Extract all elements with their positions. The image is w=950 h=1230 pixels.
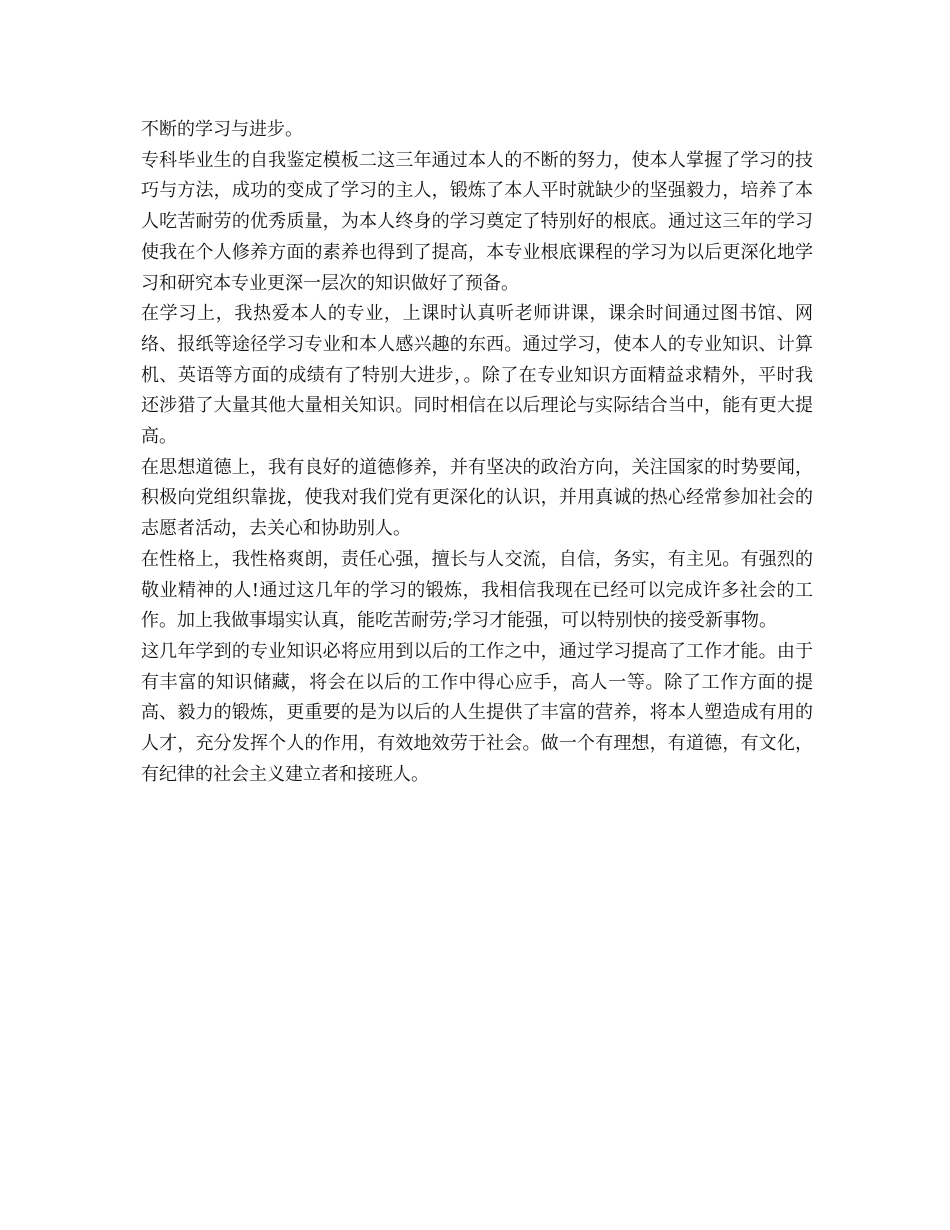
paragraph-4: 在思想道德上，我有良好的道德修养，并有坚决的政治方向，关注国家的时势要闻，积极向党组织靠拢，使我对我们党有更深化的认识，并用真诚的热心经常参加社会的志愿者活动，去关心和协助别人。 [141, 456, 813, 540]
paragraph-2: 专科毕业生的自我鉴定模板二这三年通过本人的不断的努力，使本人掌握了学习的技巧与方法，成功的变成了学习的主人，锻炼了本人平时就缺少的坚强毅力，培养了本人吃苦耐劳的优秀质量，为本人终身的学习奠定了特别好的根底。通过这三年的学习使我在个人修养方面的素养也得到了提高，本专业根底课程的学习为以后更深化地学习和研究本专业更深一层次的知识做好了预备。 [141, 149, 813, 294]
paragraph-1: 不断的学习与进步。 [141, 119, 303, 140]
paragraph-3: 在学习上，我热爱本人的专业，上课时认真听老师讲课，课余时间通过图书馆、网络、报纸等途径学习专业和本人感兴趣的东西。通过学习，使本人的专业知识、计算机、英语等方面的成绩有了特别大进步，。除了在专业知识方面精益求精外，平时我还涉猎了大量其他大量相关知识。同时相信在以后理论与实际结合当中，能有更大提高。 [141, 303, 813, 448]
document-body [141, 115, 813, 790]
paragraph-5: 在性格上，我性格爽朗，责任心强，擅长与人交流，自信，务实，有主见。有强烈的敬业精神的人!通过这几年的学习的锻炼，我相信我现在已经可以完成许多社会的工作。加上我做事塌实认真，能吃苦耐劳;学习才能强，可以特别快的接受新事物。 [141, 548, 813, 632]
paragraph-6: 这几年学到的专业知识必将应用到以后的工作之中，通过学习提高了工作才能。由于有丰富的知识储藏，将会在以后的工作中得心应手，高人一等。除了工作方面的提高、毅力的锻炼，更重要的是为以后的人生提供了丰富的营养，将本人塑造成有用的人才，充分发挥个人的作用，有效地效劳于社会。做一个有理想，有道德，有文化，有纪律的社会主义建立者和接班人。 [141, 640, 813, 785]
